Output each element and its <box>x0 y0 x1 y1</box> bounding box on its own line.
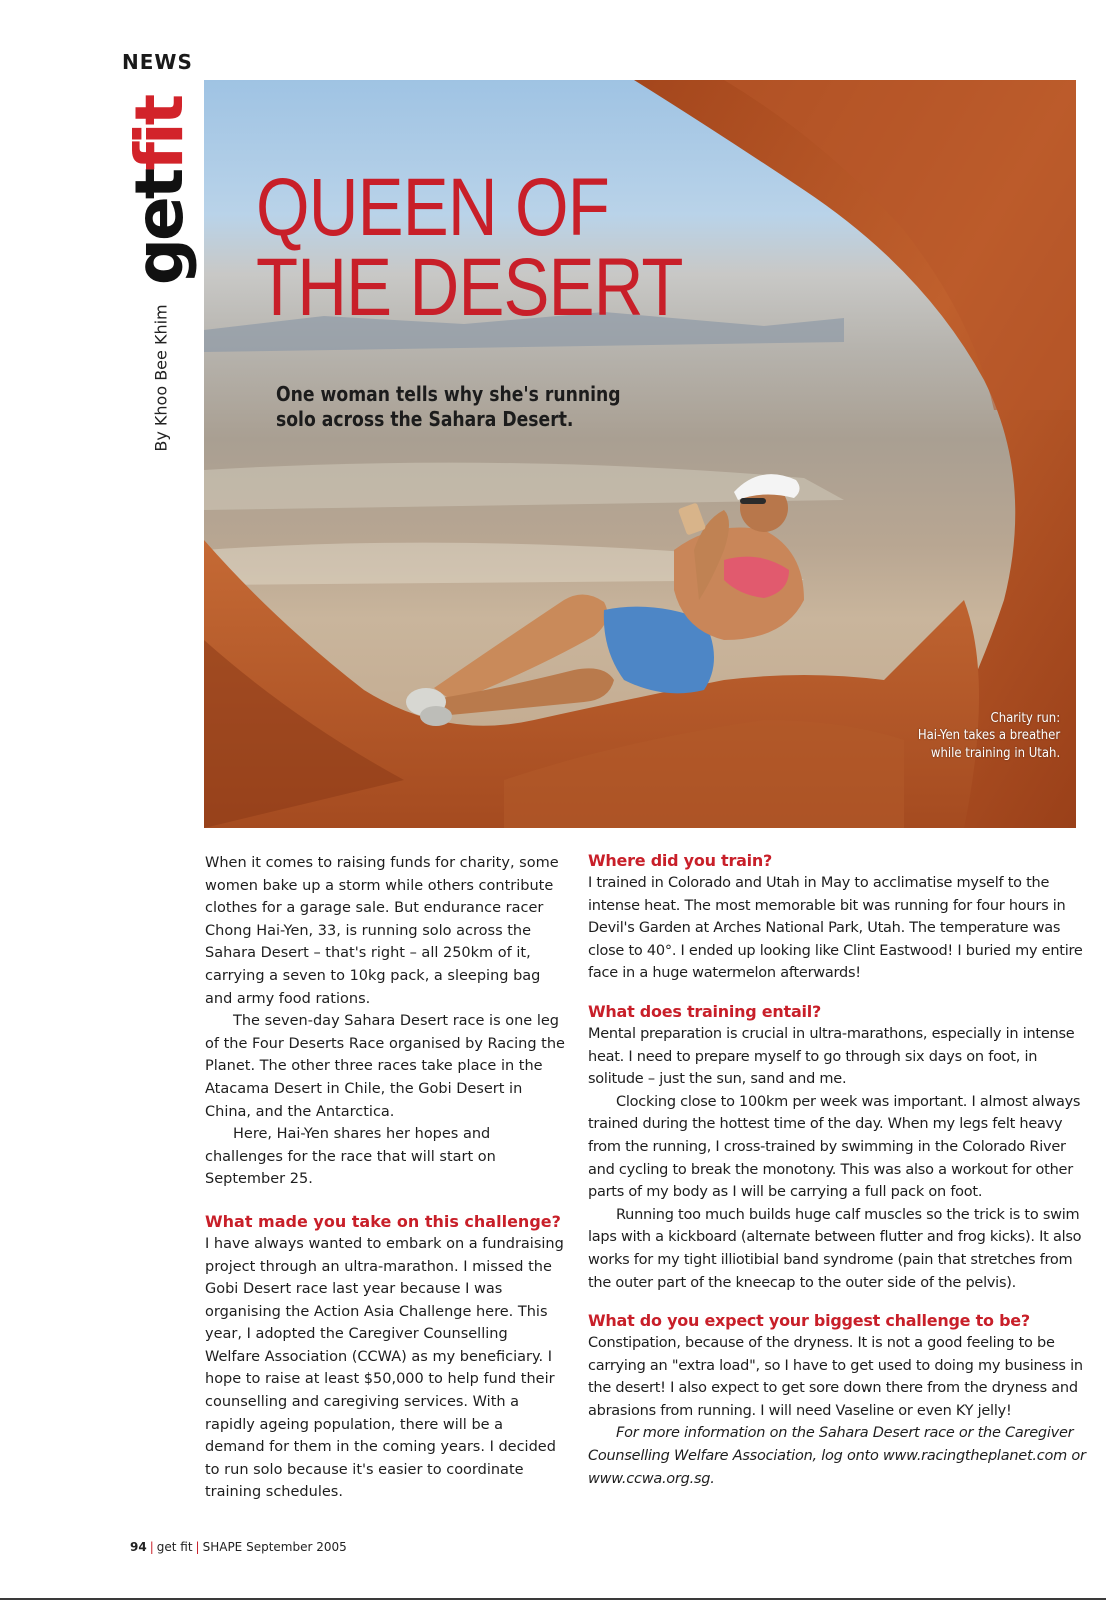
folio-separator: | <box>149 1540 154 1554</box>
standfirst-line-1: One woman tells why she's running <box>276 382 621 406</box>
brand-logo <box>121 78 198 304</box>
article-column-left <box>205 852 565 1504</box>
hero-photo <box>204 80 1076 828</box>
article-column-right <box>588 850 1086 1490</box>
brand-get: get <box>121 170 198 286</box>
more-info-note: For more information on the Sahara Desert race or the Caregiver Counselling Welfare Association, log onto www.racingtheplanet.com or www.ccwa.org.sg. <box>588 1425 1086 1487</box>
page-number: 94 <box>130 1540 147 1554</box>
brand-fit: fit <box>121 96 198 171</box>
headline-line-1: QUEEN OF <box>256 162 610 253</box>
answer-paragraph: Constipation, because of the dryness. It is not a good feeling to be carrying an "extra load", so I have to get used to doing my business in the desert! I also expect to get sore down there from the dryness and abrasions from running. I will need Vaseline or even KY jelly! <box>588 1335 1083 1419</box>
folio-issue: SHAPE September 2005 <box>202 1540 347 1554</box>
question-heading: What made you take on this challenge? <box>205 1211 561 1231</box>
answer-paragraph: Clocking close to 100km per week was important. I almost always trained during the hottest time of the day. When my legs felt heavy from the running, I cross-trained by swimming in the Colorado River and cycling to break the monotony. This was also a workout for other parts of my body as I will be carrying a full pack on foot. <box>588 1093 1081 1201</box>
photo-caption <box>918 710 1060 762</box>
byline: By Khoo Bee Khim <box>151 304 171 452</box>
caption-line-3: while training in Utah. <box>930 745 1060 761</box>
section-label: NEWS <box>122 50 193 74</box>
question-heading: What does training entail? <box>588 1001 821 1021</box>
folio-separator: | <box>195 1540 200 1554</box>
headline <box>256 162 683 334</box>
caption-line-1: Charity run: <box>990 711 1060 726</box>
page-edge-divider <box>0 1598 1106 1600</box>
body-paragraph: The seven-day Sahara Desert race is one leg of the Four Deserts Race organised by Racing the Planet. The other three races take place in the Atacama Desert in Chile, the Gobi Desert in China, and the Antarctica. <box>205 1013 565 1120</box>
standfirst-line-2: solo across the Sahara Desert. <box>276 406 574 431</box>
answer-paragraph: Running too much builds huge calf muscles so the trick is to swim laps with a kickboard (alternate between flutter and frog kicks). It also works for my tight illiotibial band syndrome (pain that stretches from the outer part of the kneecap to the outer side of the pelvis). <box>588 1206 1082 1291</box>
byline-container <box>148 298 174 458</box>
headline-line-2: THE DESERT <box>256 242 683 334</box>
answer-paragraph: I have always wanted to embark on a fundraising project through an ultra-marathon. I missed the Gobi Desert race last year because I was organising the Action Asia Challenge here. This year, I adopted the Caregiver Counselling Welfare Association (CCWA) as my beneficiary. I hope to raise at least $50,000 to help fund their counselling and caregiving services. With a rapidly ageing population, there will be a demand for them in the coming years. I decided to run solo because it's easier to coordinate training schedules. <box>205 1235 564 1501</box>
standfirst <box>276 382 621 432</box>
body-paragraph: Here, Hai-Yen shares her hopes and challenges for the race that will start on September 25. <box>205 1126 496 1188</box>
folio-section: get fit <box>156 1540 193 1554</box>
answer-paragraph: I trained in Colorado and Utah in May to acclimatise myself to the intense heat. The most memorable bit was running for four hours in Devil's Garden at Arches National Park, Utah. The temperature was close to 40°. I ended up looking like Clint Eastwood! I buried my entire face in a huge watermelon afterwards! <box>588 875 1083 982</box>
caption-line-2: Hai-Yen takes a breather <box>917 728 1060 744</box>
page-folio <box>130 1540 347 1554</box>
answer-paragraph: Mental preparation is crucial in ultra-marathons, especially in intense heat. I need to prepare myself to go through six days on foot, in solitude – just the sun, sand and me. <box>588 1025 1075 1088</box>
intro-paragraph: When it comes to raising funds for charity, some women bake up a storm while others contribute clothes for a garage sale. But endurance racer Chong Hai-Yen, 33, is running solo across the Sahara Desert – that's right – all 250km of it, carrying a seven to 10kg pack, a sleeping bag and army food rations. <box>205 855 559 1007</box>
question-heading: Where did you train? <box>588 851 773 870</box>
question-heading: What do you expect your biggest challenge to be? <box>588 1311 1030 1331</box>
